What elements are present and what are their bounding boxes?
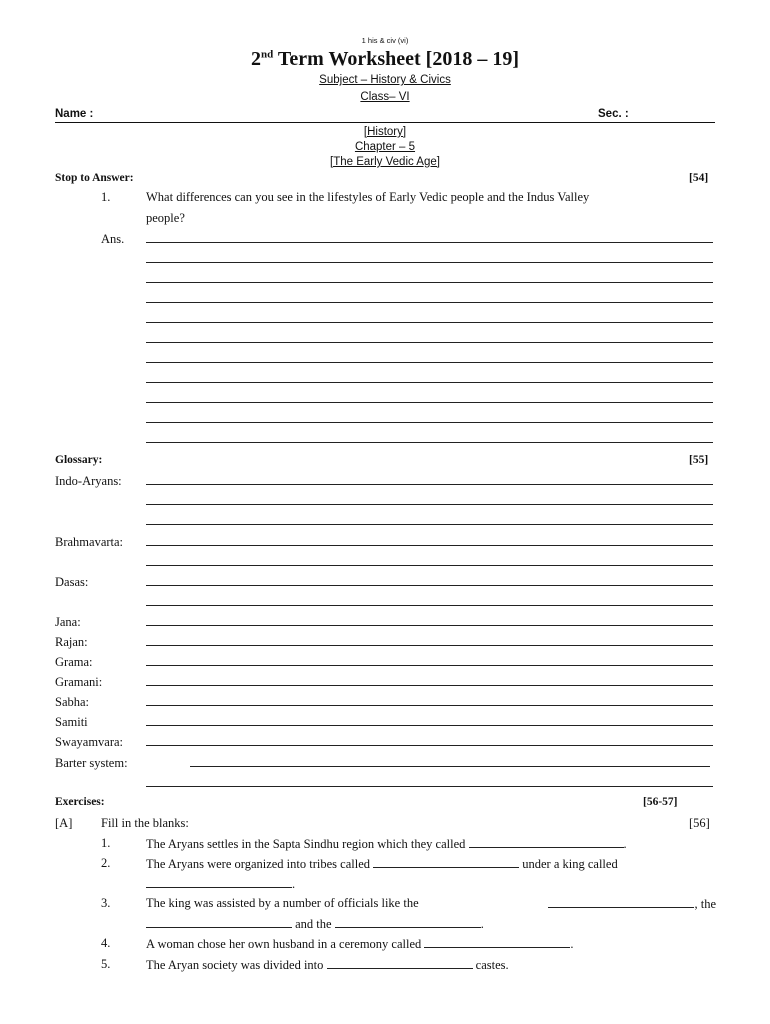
glossary-term-dasas: Dasas: [55, 575, 89, 589]
title-ordinal: 2 [251, 48, 261, 70]
fill-item-number: 3. [101, 896, 111, 910]
fill-item-text: . [292, 877, 296, 891]
fill-item-number: 2. [101, 856, 111, 870]
subject-line: Subject – History & Civics [319, 74, 451, 86]
fill-item-text: . [623, 837, 627, 851]
glossary-writing-line [146, 605, 713, 606]
fill-item-text: . [570, 937, 574, 951]
fill-item-3-cont [146, 916, 484, 932]
glossary-term-brahmavarta: Brahmavarta: [55, 535, 124, 549]
blank-line [146, 916, 292, 928]
exercises-page: [56-57] [643, 796, 678, 808]
glossary-writing-line [146, 565, 713, 566]
answer-writing-line [146, 282, 713, 283]
answer-writing-line [146, 402, 713, 403]
fill-item-text: The Aryans were organized into tribes called [146, 857, 370, 871]
exercise-a-label: Fill in the blanks: [101, 816, 189, 830]
blank-line [548, 896, 694, 908]
glossary-label: Glossary: [55, 454, 103, 466]
exercise-a-letter: [A] [55, 816, 73, 830]
section-label: Sec. : [598, 108, 629, 120]
exercises-label: Exercises: [55, 796, 105, 808]
glossary-writing-line [146, 545, 713, 546]
answer-writing-line [146, 322, 713, 323]
section-heading: [History] [363, 126, 407, 138]
glossary-writing-line [146, 685, 713, 686]
worksheet-code: 1 his & civ (vi) [361, 36, 409, 45]
stop-to-answer-label: Stop to Answer: [55, 172, 134, 184]
blank-line [424, 936, 570, 948]
fill-item-2-cont [146, 876, 295, 892]
answer-writing-line [146, 302, 713, 303]
chapter-title: [The Early Vedic Age] [330, 156, 440, 168]
glossary-writing-line [146, 484, 713, 485]
fill-item-3 [146, 896, 716, 912]
glossary-writing-line [146, 524, 713, 525]
glossary-term-rajan: Rajan: [55, 635, 88, 649]
glossary-writing-line [146, 625, 713, 626]
fill-item-text: , the [694, 897, 716, 911]
fill-item-2 [146, 856, 618, 872]
glossary-writing-line [146, 705, 713, 706]
fill-item-text: under a king called [522, 857, 618, 871]
answer-writing-line [146, 262, 713, 263]
glossary-page: [55] [689, 454, 709, 466]
exercise-a-page: [56] [689, 816, 710, 830]
fill-item-text: and the [295, 917, 332, 931]
glossary-writing-line [146, 786, 713, 787]
answer-writing-line [146, 362, 713, 363]
glossary-writing-line [146, 645, 713, 646]
fill-item-text: The Aryan society was divided into [146, 958, 324, 972]
name-label: Name : [55, 108, 94, 120]
title-ordinal-suffix: nd [261, 48, 274, 61]
glossary-term-gramani: Gramani: [55, 675, 103, 689]
answer-writing-line [146, 422, 713, 423]
glossary-writing-line [146, 665, 713, 666]
page-title [0, 48, 770, 71]
question-text-line2: people? [146, 211, 185, 225]
glossary-term-swayamvara: Swayamvara: [55, 735, 124, 749]
fill-item-4 [146, 936, 574, 952]
stop-to-answer-page: [54] [689, 172, 709, 184]
glossary-term-jana: Jana: [55, 615, 81, 629]
glossary-writing-line [146, 745, 713, 746]
blank-line [327, 957, 473, 969]
fill-item-text: The Aryans settles in the Sapta Sindhu region which they called [146, 837, 466, 851]
blank-line [373, 856, 519, 868]
glossary-writing-line [146, 504, 713, 505]
title-text: Term Worksheet [2018 – 19] [273, 48, 519, 70]
chapter-number: Chapter – 5 [354, 141, 416, 153]
fill-item-text: A woman chose her own husband in a ceremony called [146, 937, 422, 951]
glossary-writing-line [190, 766, 710, 767]
fill-item-number: 4. [101, 936, 111, 950]
glossary-term-indo-aryans: Indo-Aryans: [55, 474, 122, 488]
glossary-writing-line [146, 725, 713, 726]
blank-line [469, 836, 624, 848]
class-line: Class– VI [360, 91, 410, 103]
fill-item-number: 1. [101, 836, 111, 850]
glossary-term-sabha: Sabha: [55, 695, 90, 709]
question-number: 1. [101, 190, 111, 204]
fill-item-5 [146, 957, 509, 973]
answer-writing-line [146, 382, 713, 383]
fill-item-1 [146, 836, 627, 852]
glossary-term-grama: Grama: [55, 655, 93, 669]
header-divider [55, 122, 715, 123]
fill-item-text: castes. [475, 958, 509, 972]
question-text-line1: What differences can you see in the lifestyles of Early Vedic people and the Indus Valley [146, 190, 590, 204]
fill-item-text: . [480, 917, 484, 931]
glossary-term-barter-system: Barter system: [55, 756, 128, 770]
answer-writing-line [146, 342, 713, 343]
answer-label: Ans. [101, 232, 125, 246]
blank-line [146, 876, 292, 888]
fill-item-text: The king was assisted by a number of officials like the [146, 896, 419, 910]
answer-writing-line [146, 442, 713, 443]
blank-line [335, 916, 481, 928]
answer-writing-line [146, 242, 713, 243]
fill-item-number: 5. [101, 957, 111, 971]
glossary-writing-line [146, 585, 713, 586]
glossary-term-samiti: Samiti [55, 715, 88, 729]
